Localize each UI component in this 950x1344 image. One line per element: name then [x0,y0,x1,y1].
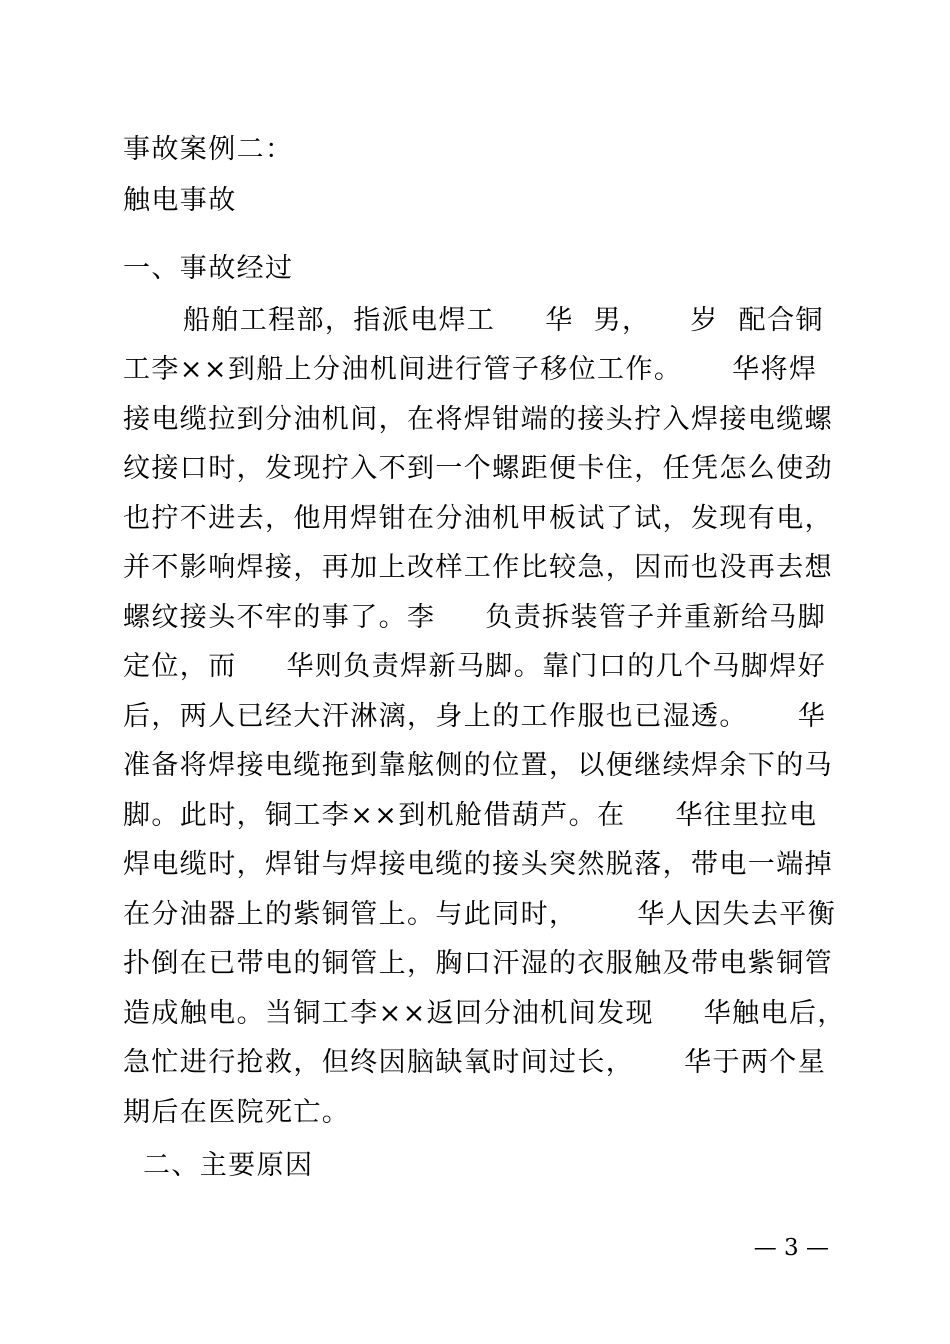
section-heading-main-causes: 二、主要原因 [123,1150,314,1181]
case-subtitle: 触电事故 [123,185,237,216]
body-line: 工李××到船上分油机间进行管子移位工作。 华将焊 [123,354,818,385]
body-line: 后，两人已经大汗淋漓，身上的工作服也已湿透。 华 [123,701,827,732]
body-line: 纹接口时，发现拧入不到一个螺距便卡住，任凭怎么使劲 [123,453,833,484]
body-line: 并不影响焊接，再加上改样工作比较急，因而也没再去想 [123,552,833,583]
body-line: 脚。此时，铜工李××到机舱借葫芦。在 华往里拉电 [123,800,818,831]
body-line: 准备将焊接电缆拖到靠舷侧的位置，以便继续焊余下的马 [123,750,833,781]
body-line: 在分油器上的紫铜管上。与此同时， 华人因失去平衡 [123,899,837,930]
body-line: 期后在医院死亡。 [123,1097,351,1128]
body-line: 焊电缆时，焊钳与焊接电缆的接头突然脱落，带电一端掉 [123,849,833,880]
body-line: 接电缆拉到分油机间，在将焊钳端的接头拧入焊接电缆螺 [123,404,833,435]
body-line: 造成触电。当铜工李××返回分油机间发现 华触电后， [123,998,846,1029]
section-heading-accident-process: 一、事故经过 [123,253,294,284]
body-line: 急忙进行抢救，但终因脑缺氧时间过长， 华于两个星 [123,1047,827,1078]
body-line: 船舶工程部，指派电焊工 华 男， 岁 配合铜 [123,305,824,336]
body-line: 螺纹接头不牢的事了。李 负责拆装管子并重新给马脚 [123,602,827,633]
page-number: — 3 — [753,1235,829,1261]
body-line: 也拧不进去，他用焊钳在分油机甲板试了试，发现有电， [123,503,833,534]
body-line: 扑倒在已带电的铜管上，胸口汗湿的衣服触及带电紫铜管 [123,948,833,979]
body-line: 定位，而 华则负责焊新马脚。靠门口的几个马脚焊好 [123,651,827,682]
case-title: 事故案例二： [123,134,294,165]
